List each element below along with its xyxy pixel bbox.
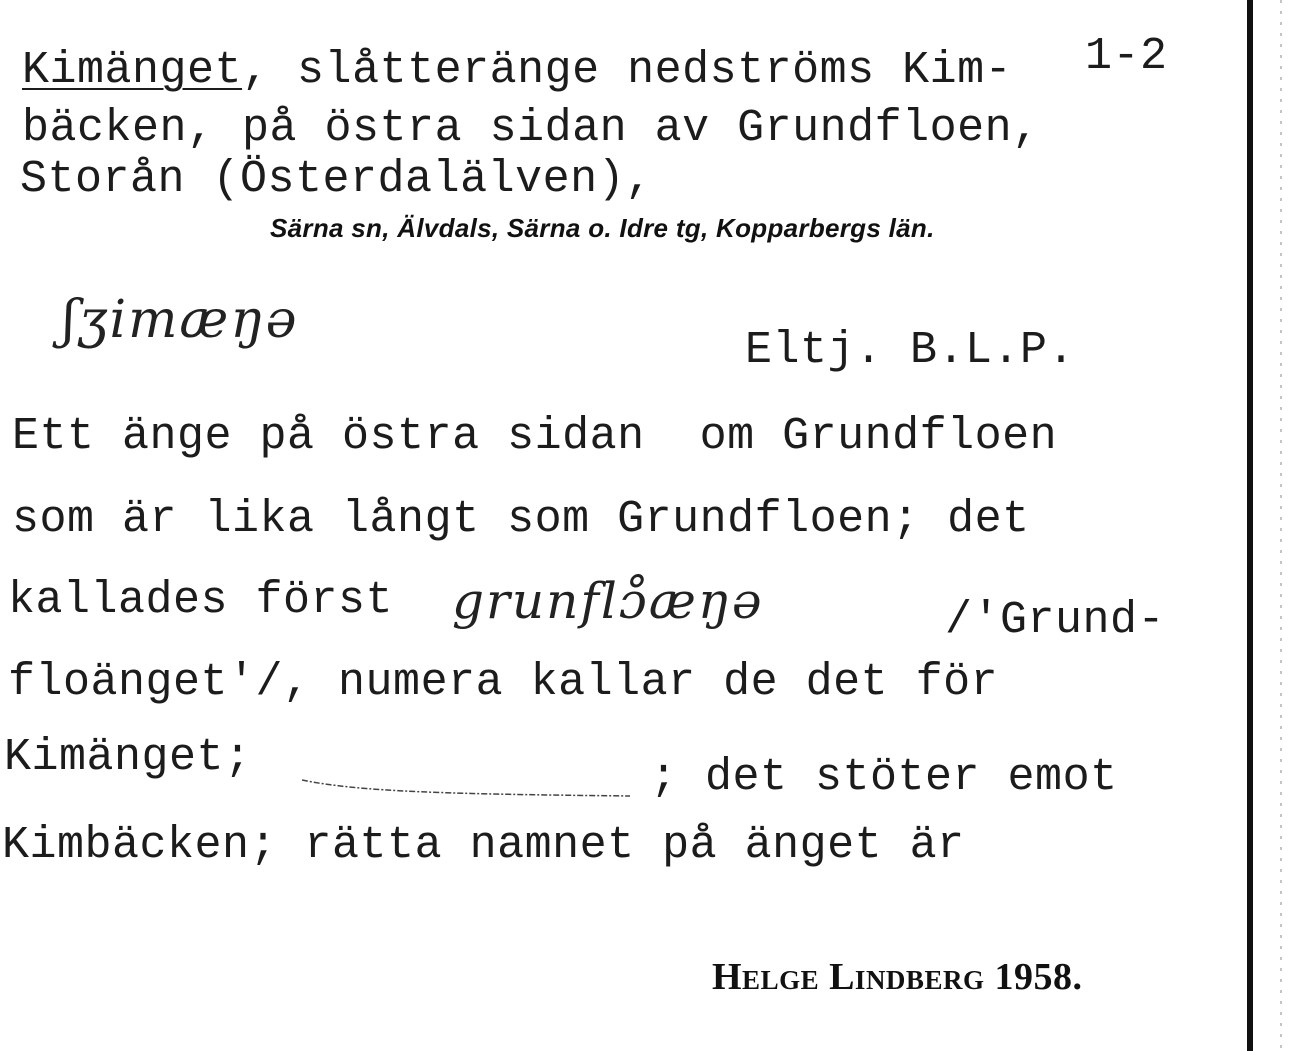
pronunciation-handwritten: ʃʒimæŋə [62,290,299,350]
pencil-blank-line [300,770,640,800]
inline-gloss: /′Grund- [945,595,1166,646]
header-line-1-rest: , slåtteränge nedströms Kim- [242,45,1013,96]
headword: Kimänget [22,45,243,96]
header-line-1 [22,45,1013,96]
inline-pronunciation-handwritten: grunflɔ̊æŋə [452,572,764,630]
body-line-3: kallades först [8,575,394,626]
header-line-2: bäcken, på östra sidan av Grundfloen, [22,103,1040,154]
card-edge-border [1247,0,1253,1051]
body-line-4: floänget′/, numera kallar de det för [8,657,999,708]
card-edge-speckle [1280,0,1282,1051]
location-stamp: Särna sn, Älvdals, Särna o. Idre tg, Kopparbergs län. [270,213,935,243]
body-line-1: Ett änge på östra sidan om Grundfloen [12,411,1058,462]
card-number: 1-2 [1085,31,1168,82]
signature: Helge Lindberg 1958. [712,956,1083,998]
body-line-5: Kimänget; [4,732,252,783]
body-line-6: ; det stöter emot [650,752,1118,803]
header-line-3: Storån (Österdalälven), [20,154,653,205]
body-line-7: Kimbäcken; rätta namnet på änget är [2,820,965,871]
informant: Eltj. B.L.P. [745,325,1076,376]
body-line-2: som är lika långt som Grundfloen; det [12,494,1030,545]
